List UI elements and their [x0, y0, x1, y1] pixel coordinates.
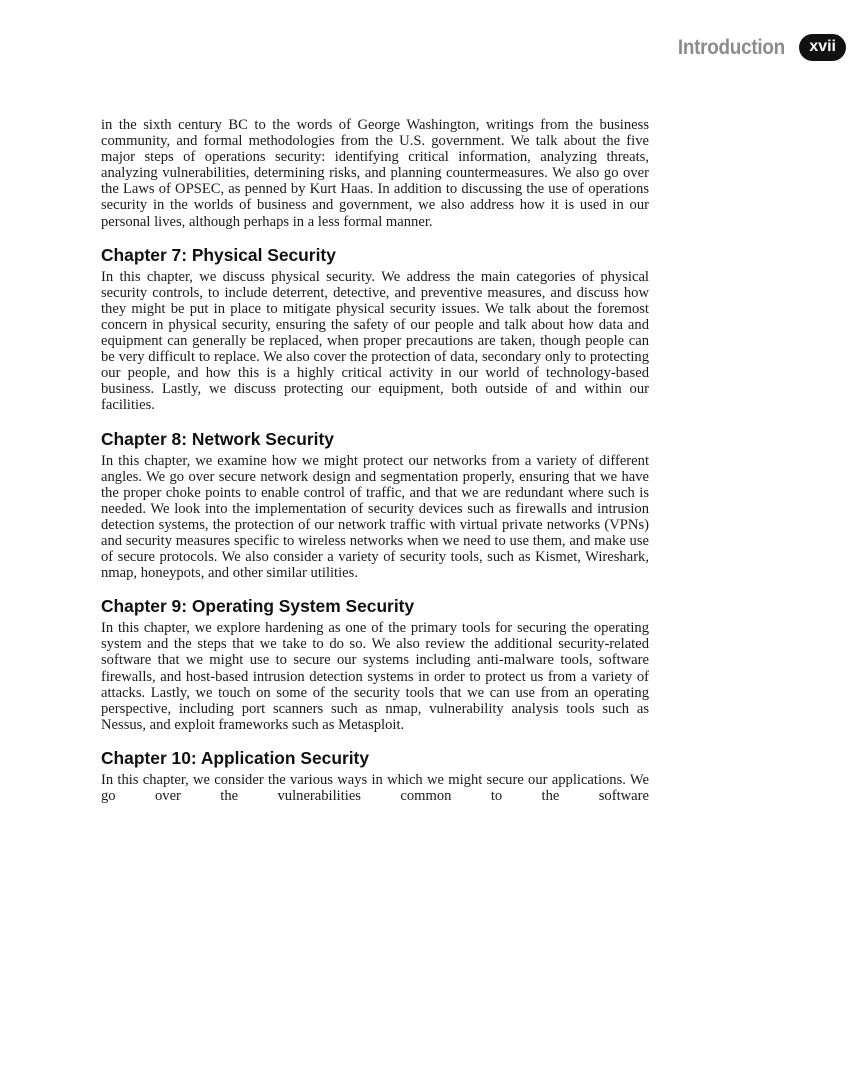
page-body: [101, 117, 649, 804]
page-number-badge: xvii: [799, 34, 846, 61]
chapter-7-body: In this chapter, we discuss physical security. We address the main categories of physical security controls, to include deterrent, detective, and preventive measures, and discuss how they might be put in place to mitigate physical security issues. We talk about the foremost concern in physical security, ensuring the safety of our people and talk about how data and equipment can generally be replaced, when proper precautions are taken, though people can be very difficult to replace. We also cover the protection of data, secondary only to protecting our people, and how this is a highly critical activity in our world of technology-based business. Lastly, we discuss protecting our equipment, both outside of and within our facilities.: [101, 268, 649, 414]
running-head: Introduction: [678, 35, 786, 59]
chapter-10-body: In this chapter, we consider the various ways in which we might secure our applications. We go over the vulnerabilities common to the software: [101, 771, 649, 804]
chapter-7-heading: Chapter 7: Physical Security: [101, 244, 336, 265]
intro-paragraph: in the sixth century BC to the words of George Washington, writings from the business community, and formal methodologies from the U.S. government. We talk about the five major steps of operations security: identifying critical information, analyzing threats, analyzing vulnerabilities, determining risks, and planning countermeasures. We also go over the Laws of OPSEC, as penned by Kurt Haas. In addition to discussing the use of operations security in the worlds of business and government, we also address how it is used in our personal lives, although perhaps in a less formal manner.: [101, 117, 649, 230]
page-header: [666, 34, 846, 61]
chapter-9-body: In this chapter, we explore hardening as one of the primary tools for securing the operating system and the steps that we take to do so. We also review the additional security-related software that we might use to secure our systems including anti-malware tools, software firewalls, and host-based intrusion detection systems in order to protect us from a variety of attacks. Lastly, we touch on some of the security tools that we can use from an operating perspective, including port scanners such as nmap, vulnerability analysis tools such as Nessus, and exploit frameworks such as Metasploit.: [101, 620, 649, 733]
chapter-9-heading: Chapter 9: Operating System Security: [101, 596, 415, 617]
chapter-10-heading: Chapter 10: Application Security: [101, 747, 370, 768]
chapter-8-heading: Chapter 8: Network Security: [101, 428, 334, 449]
chapter-8-body: In this chapter, we examine how we might protect our networks from a variety of different angles. We go over secure network design and segmentation properly, ensuring that we have the proper choke points to enable control of traffic, and that we are redundant where such is needed. We look into the implementation of security devices such as firewalls and intrusion detection systems, the protection of our network traffic with virtual private networks (VPNs) and security measures specific to wireless networks when we need to use them, and make use of secure protocols. We also consider a variety of security tools, such as Kismet, Wireshark, nmap, honeypots, and other similar utilities.: [101, 452, 649, 582]
